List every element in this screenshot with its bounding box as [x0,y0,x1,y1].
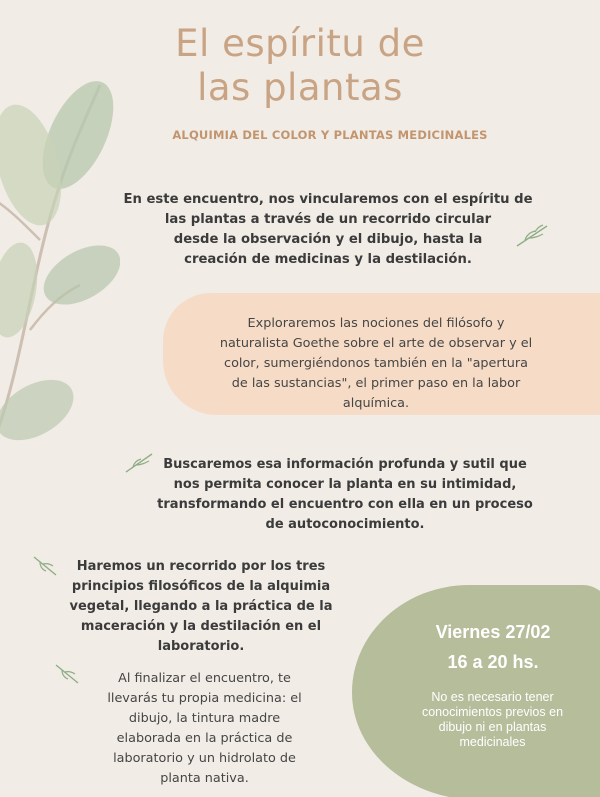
page-title [120,22,480,110]
text-line: medicinales [459,735,526,749]
text-line: alquímica. [342,396,410,411]
text-line: transformando el encuentro con ella en un proceso [157,497,533,512]
text-line: conocimientos previos en [421,705,564,719]
text-line: nos permita conocer la planta en su intimidad, [173,477,517,492]
text-line: de autoconocimiento. [265,517,425,532]
sprig-icon [515,222,549,248]
leaf-branch-icon [0,80,120,460]
event-time: 16 a 20 hs. [447,652,539,672]
text-line: naturalista Goethe sobre el arte de observar y el [219,336,533,351]
closing-paragraph [72,669,337,789]
text-line: dibujo ni en plantas [438,720,547,734]
text-line: elaborada en la práctica de [116,731,293,746]
text-line: de las sustancias", el primer paso en la labor [231,376,521,391]
event-note [410,690,575,750]
text-line: color, sumergiéndonos también en la "apertura [224,356,528,371]
text-line: planta nativa. [160,771,249,786]
goethe-paragraph [176,314,576,414]
text-line: No es necesario tener [431,690,554,704]
text-line: vegetal, llegando a la práctica de la [69,599,333,614]
text-line: creación de medicinas y la destilación. [184,252,472,267]
text-line: Exploraremos las nociones del filósofo y [247,316,505,331]
text-line: En este encuentro, nos vincularemos con el espíritu de [123,192,533,207]
text-line: principios filosóficos de la alquimia [71,579,331,594]
information-paragraph [140,455,550,535]
title-line-2: las plantas [197,66,403,109]
subtitle: ALQUIMIA DEL COLOR Y PLANTAS MEDICINALES [172,128,488,142]
text-line: Haremos un recorrido por los tres [76,559,326,574]
text-line: llevarás tu propia medicina: el [107,691,302,706]
text-line: maceración y la destilación en el [80,619,322,634]
text-line: las plantas a través de un recorrido circular [164,212,492,227]
alchemy-paragraph [46,557,356,657]
text-line: Buscaremos esa información profunda y sutil que [163,457,527,472]
intro-paragraph [108,190,548,270]
event-day: Viernes 27/02 [435,622,551,642]
text-line: laboratorio. [157,639,245,654]
text-line: dibujo, la tintura madre [128,711,281,726]
title-line-1: El espíritu de [175,22,425,65]
text-line: laboratorio y un hidrolato de [113,751,296,766]
text-line: Al finalizar el encuentro, te [118,671,291,686]
text-line: desde la observación y el dibujo, hasta la [173,232,483,247]
